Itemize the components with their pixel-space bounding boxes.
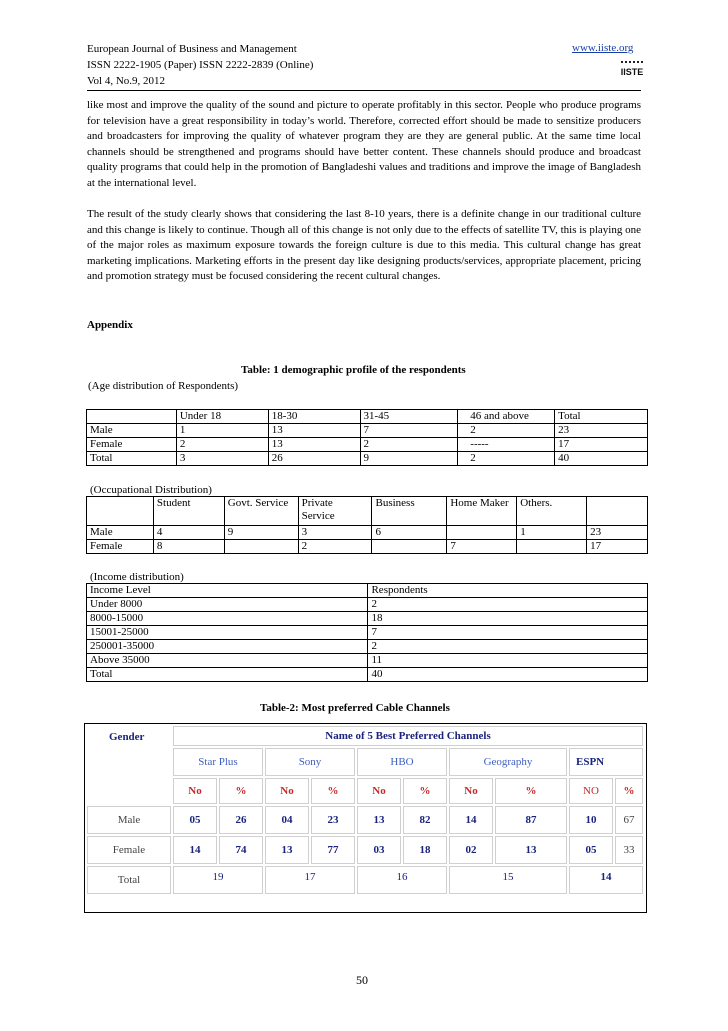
occupation-cell: 4 bbox=[153, 526, 224, 540]
total-espn: 14 bbox=[569, 866, 643, 894]
female-sony-no: 13 bbox=[265, 836, 309, 864]
occupation-header-cell: Student bbox=[153, 497, 224, 526]
income-cell: 15001-25000 bbox=[87, 626, 368, 640]
occupation-header-cell: Govt. Service bbox=[224, 497, 298, 526]
occupation-cell bbox=[372, 540, 447, 554]
sub-pct-header: % bbox=[403, 778, 447, 804]
occupation-cell: 1 bbox=[517, 526, 587, 540]
sub-no-header: No bbox=[173, 778, 217, 804]
sub-pct-header: % bbox=[311, 778, 355, 804]
male-sony-no: 04 bbox=[265, 806, 309, 834]
income-cell: 8000-15000 bbox=[87, 612, 368, 626]
table-row bbox=[87, 584, 648, 598]
table-row bbox=[87, 668, 648, 682]
total-starplus: 19 bbox=[173, 866, 263, 894]
income-caption: (Income distribution) bbox=[90, 571, 184, 583]
occupation-header-cell bbox=[587, 497, 648, 526]
age-cell: Total bbox=[87, 452, 177, 466]
age-cell: 13 bbox=[268, 438, 360, 452]
male-geography-pct: 87 bbox=[495, 806, 567, 834]
age-header-cell: Total bbox=[555, 410, 648, 424]
occupation-cell bbox=[224, 540, 298, 554]
age-cell: 17 bbox=[555, 438, 648, 452]
issn-line: ISSN 2222-1905 (Paper) ISSN 2222-2839 (Online) bbox=[87, 59, 314, 71]
appendix-heading: Appendix bbox=[87, 319, 133, 331]
age-cell: 9 bbox=[360, 452, 458, 466]
income-cell: Total bbox=[87, 668, 368, 682]
age-header-cell: 18-30 bbox=[268, 410, 360, 424]
table1-caption: Table: 1 demographic profile of the respondents bbox=[241, 364, 466, 376]
sub-no-header-espn: NO bbox=[569, 778, 613, 804]
row-label-female: Female bbox=[87, 836, 171, 864]
female-hbo-pct: 18 bbox=[403, 836, 447, 864]
volume-line: Vol 4, No.9, 2012 bbox=[87, 75, 166, 87]
table-row bbox=[87, 654, 648, 668]
table-row bbox=[87, 452, 648, 466]
age-cell: 1 bbox=[176, 424, 268, 438]
male-geography-no: 14 bbox=[449, 806, 493, 834]
female-sony-pct: 77 bbox=[311, 836, 355, 864]
occupation-cell bbox=[517, 540, 587, 554]
male-starplus-pct: 26 bbox=[219, 806, 263, 834]
total-sony: 17 bbox=[265, 866, 355, 894]
income-cell: 11 bbox=[368, 654, 648, 668]
journal-title: European Journal of Business and Management bbox=[87, 43, 297, 55]
table-row bbox=[87, 410, 648, 424]
occupation-header-cell: Private Service bbox=[298, 497, 372, 526]
female-espn-pct: 33 bbox=[615, 836, 643, 864]
age-header-cell: 46 and above bbox=[458, 410, 555, 424]
male-hbo-no: 13 bbox=[357, 806, 401, 834]
occupation-cell: 6 bbox=[372, 526, 447, 540]
occupation-cell: 3 bbox=[298, 526, 372, 540]
iiste-logo-icon bbox=[620, 60, 644, 78]
age-cell: 2 bbox=[458, 452, 555, 466]
total-geography: 15 bbox=[449, 866, 567, 894]
age-header-cell bbox=[87, 410, 177, 424]
age-cell: ----- bbox=[458, 438, 555, 452]
age-header-cell: 31-45 bbox=[360, 410, 458, 424]
table2-caption: Table-2: Most preferred Cable Channels bbox=[260, 702, 450, 714]
income-cell: 7 bbox=[368, 626, 648, 640]
table-row bbox=[87, 540, 648, 554]
income-cell: 40 bbox=[368, 668, 648, 682]
female-geography-no: 02 bbox=[449, 836, 493, 864]
age-table bbox=[86, 409, 648, 466]
age-cell: 23 bbox=[555, 424, 648, 438]
channel-hbo: HBO bbox=[357, 748, 447, 776]
occupation-cell: 8 bbox=[153, 540, 224, 554]
paragraph-2: The result of the study clearly shows that considering the last 8-10 years, there is a definite change in our traditional culture and this change is likely to continue. Though all of this change is not only due to the effects of satellite TV, this is playing one of the major roles as maximum exposure towards the foreign culture is due to this media. This cultural change has great marketing implications. Marketing efforts in the present day like designing products/services, appropriate placement, pricing and promotion strategy must be focused considering the recent cultural changes. bbox=[87, 208, 641, 282]
age-cell: 2 bbox=[176, 438, 268, 452]
occupation-header-cell bbox=[87, 497, 154, 526]
channels-group-header: Name of 5 Best Preferred Channels bbox=[173, 726, 643, 746]
occupation-header-cell: Others. bbox=[517, 497, 587, 526]
age-cell: 2 bbox=[458, 424, 555, 438]
cable-channels-table bbox=[84, 723, 647, 913]
occupation-cell: 7 bbox=[447, 540, 517, 554]
age-caption: (Age distribution of Respondents) bbox=[88, 380, 239, 392]
occupation-cell: Male bbox=[87, 526, 154, 540]
age-cell: 40 bbox=[555, 452, 648, 466]
income-table bbox=[86, 583, 648, 682]
income-cell: 18 bbox=[368, 612, 648, 626]
sub-pct-header: % bbox=[615, 778, 643, 804]
sub-pct-header: % bbox=[495, 778, 567, 804]
age-cell: 13 bbox=[268, 424, 360, 438]
female-starplus-no: 14 bbox=[173, 836, 217, 864]
age-header-cell: Under 18 bbox=[176, 410, 268, 424]
occupation-cell: 2 bbox=[298, 540, 372, 554]
income-cell: 250001-35000 bbox=[87, 640, 368, 654]
table-row bbox=[87, 612, 648, 626]
female-starplus-pct: 74 bbox=[219, 836, 263, 864]
occupation-table bbox=[86, 496, 648, 554]
table-row bbox=[87, 497, 648, 526]
income-header-cell: Income Level bbox=[87, 584, 368, 598]
channel-espn: ESPN bbox=[569, 748, 643, 776]
table-row bbox=[87, 526, 648, 540]
paragraph-1: like most and improve the quality of the sound and picture to operate profitably in this sector. People who produce programs for television have a great responsibility in today’s world. Therefore, corrected effort should be made to sensitize producers and broadcasters for improving the quality of whatever program they are they are general public. At the same time local channels should be strengthened and programs should have better content. These channels should produce and broadcast quality programs that could help in the promotion of Bangladeshi values and traditions and improve the image of Bangladesh at the international level. bbox=[87, 99, 641, 189]
journal-url-link[interactable]: www.iiste.org bbox=[572, 42, 634, 54]
age-cell: 2 bbox=[360, 438, 458, 452]
income-cell: 2 bbox=[368, 598, 648, 612]
female-hbo-no: 03 bbox=[357, 836, 401, 864]
income-cell: 2 bbox=[368, 640, 648, 654]
occupation-cell: 17 bbox=[587, 540, 648, 554]
row-label-total: Total bbox=[87, 866, 171, 894]
income-header-cell: Respondents bbox=[368, 584, 648, 598]
channel-geography: Geography bbox=[449, 748, 567, 776]
male-espn-pct: 67 bbox=[615, 806, 643, 834]
table-row bbox=[87, 424, 648, 438]
age-cell: Male bbox=[87, 424, 177, 438]
page-number: 50 bbox=[356, 973, 368, 987]
occupation-header-cell: Business bbox=[372, 497, 447, 526]
header-divider bbox=[87, 90, 641, 91]
table-row bbox=[87, 438, 648, 452]
channel-sony: Sony bbox=[265, 748, 355, 776]
female-geography-pct: 13 bbox=[495, 836, 567, 864]
occupation-cell: 9 bbox=[224, 526, 298, 540]
sub-no-header: No bbox=[449, 778, 493, 804]
age-cell: Female bbox=[87, 438, 177, 452]
sub-no-header: No bbox=[357, 778, 401, 804]
total-hbo: 16 bbox=[357, 866, 447, 894]
male-sony-pct: 23 bbox=[311, 806, 355, 834]
table-row bbox=[87, 598, 648, 612]
gender-header-spacer bbox=[87, 748, 171, 804]
age-cell: 7 bbox=[360, 424, 458, 438]
male-hbo-pct: 82 bbox=[403, 806, 447, 834]
row-label-male: Male bbox=[87, 806, 171, 834]
occupation-cell: Female bbox=[87, 540, 154, 554]
income-cell: Above 35000 bbox=[87, 654, 368, 668]
occupation-header-cell: Home Maker bbox=[447, 497, 517, 526]
occupation-cell bbox=[447, 526, 517, 540]
table-row bbox=[87, 640, 648, 654]
female-espn-no: 05 bbox=[569, 836, 613, 864]
sub-pct-header: % bbox=[219, 778, 263, 804]
occupation-cell: 23 bbox=[587, 526, 648, 540]
age-cell: 3 bbox=[176, 452, 268, 466]
svg-text:IISTE: IISTE bbox=[620, 67, 644, 77]
gender-header: Gender bbox=[87, 726, 171, 748]
table-row bbox=[87, 626, 648, 640]
income-cell: Under 8000 bbox=[87, 598, 368, 612]
sub-no-header: No bbox=[265, 778, 309, 804]
male-starplus-no: 05 bbox=[173, 806, 217, 834]
occupation-caption: (Occupational Distribution) bbox=[90, 484, 212, 496]
male-espn-no: 10 bbox=[569, 806, 613, 834]
age-cell: 26 bbox=[268, 452, 360, 466]
channel-star-plus: Star Plus bbox=[173, 748, 263, 776]
